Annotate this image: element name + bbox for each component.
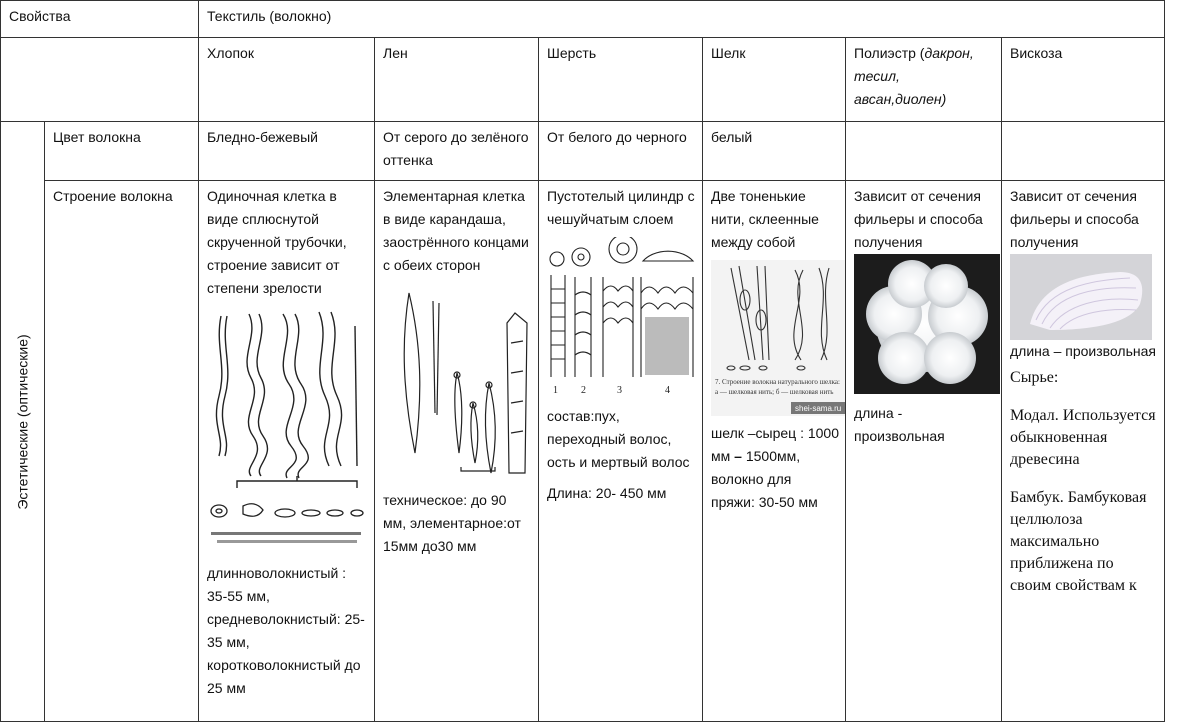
viscose-fiber-photo (1010, 254, 1152, 340)
col-linen: Лен (375, 38, 539, 122)
polyester-prefix: Полиэстр ( (854, 45, 925, 61)
col-polyester (846, 38, 1002, 122)
viscose-bamboo: Бамбук. Бамбуковая целлюлоза максимально приближена по своим свойствам к (1010, 489, 1147, 594)
wool-fig-label-1: 1 (553, 385, 559, 396)
structure-cotton (199, 181, 375, 722)
polyester-desc: Зависит от сечения фильеры и способа получения (854, 188, 983, 250)
group-aesthetic (1, 122, 45, 722)
silk-fig-sub: а — шелковая нить; б — шелковая нить (715, 388, 834, 396)
cotton-fiber-illustration (207, 306, 369, 556)
structure-silk (703, 181, 846, 722)
structure-linen (375, 181, 539, 722)
viscose-desc: Зависит от сечения фильеры и способа получения (1010, 188, 1139, 250)
viscose-raw: Сырье: (1010, 369, 1059, 386)
row-structure-label: Строение волокна (45, 181, 199, 722)
col-viscose: Вискоза (1002, 38, 1165, 122)
silk-length-dash: – (734, 448, 742, 464)
silk-fiber-illustration (711, 260, 845, 416)
structure-polyester (846, 181, 1002, 722)
wool-composition: состав:пух, переходный волос, ость и мертвый волос (547, 408, 690, 470)
color-silk: белый (703, 122, 846, 181)
linen-desc: Элементарная клетка в виде карандаша, заострённого концами с обеих сторон (383, 188, 529, 273)
color-linen: От серого до зелёного оттенка (375, 122, 539, 181)
wool-fiber-illustration (547, 237, 699, 399)
viscose-modal: Модал. Используется обыкновенная древесина (1010, 407, 1156, 468)
silk-length-rest: 1500мм, волокно для пряжи: 30-50 мм (711, 448, 818, 510)
silk-length-prefix: шелк –сырец : 1000 мм (711, 425, 840, 464)
col-cotton: Хлопок (199, 38, 375, 122)
header-empty (1, 38, 199, 122)
color-wool: От белого до черного (539, 122, 703, 181)
silk-watermark: shei-sama.ru (795, 404, 842, 413)
wool-fig-label-4: 4 (665, 385, 671, 396)
wool-length: Длина: 20- 450 мм (547, 485, 667, 501)
group-label: Эстетические (оптические) (14, 333, 30, 510)
col-silk: Шелк (703, 38, 846, 122)
wool-desc: Пустотелый цилиндр с чешуйчатым слоем (547, 188, 695, 227)
polyester-length: длина - произвольная (854, 405, 945, 444)
color-cotton: Бледно-бежевый (199, 122, 375, 181)
structure-viscose (1002, 181, 1165, 722)
silk-fig-caption: 7. Строение волокна натурального шелка: (715, 378, 840, 386)
linen-length: техническое: до 90 мм, элементарное:от 15мм до30 мм (383, 492, 521, 554)
polyester-fiber-photo (854, 254, 1000, 394)
wool-fig-label-3: 3 (617, 385, 623, 396)
col-wool: Шерсть (539, 38, 703, 122)
row-color-label: Цвет волокна (45, 122, 199, 181)
structure-wool (539, 181, 703, 722)
viscose-length: длина – произвольная (1010, 343, 1156, 359)
header-properties: Свойства (1, 1, 199, 38)
cotton-length: длинноволокнистый : 35-55 мм, средневолокнистый: 25-35 мм, коротковолокнистый до 25 мм (207, 565, 365, 696)
silk-desc: Две тоненькие нити, склеенные между собой (711, 188, 819, 250)
linen-fiber-illustration (383, 283, 533, 483)
color-polyester (846, 122, 1002, 181)
color-viscose (1002, 122, 1165, 181)
silk-length (711, 422, 839, 514)
cotton-desc: Одиночная клетка в виде сплюснутой скрученной трубочки, строение зависит от степени зрелости (207, 188, 347, 296)
header-textile: Текстиль (волокно) (199, 1, 1165, 38)
wool-fig-label-2: 2 (581, 385, 587, 396)
polyester-italic: дакрон, тесил, авсан,диолен) (854, 45, 974, 107)
